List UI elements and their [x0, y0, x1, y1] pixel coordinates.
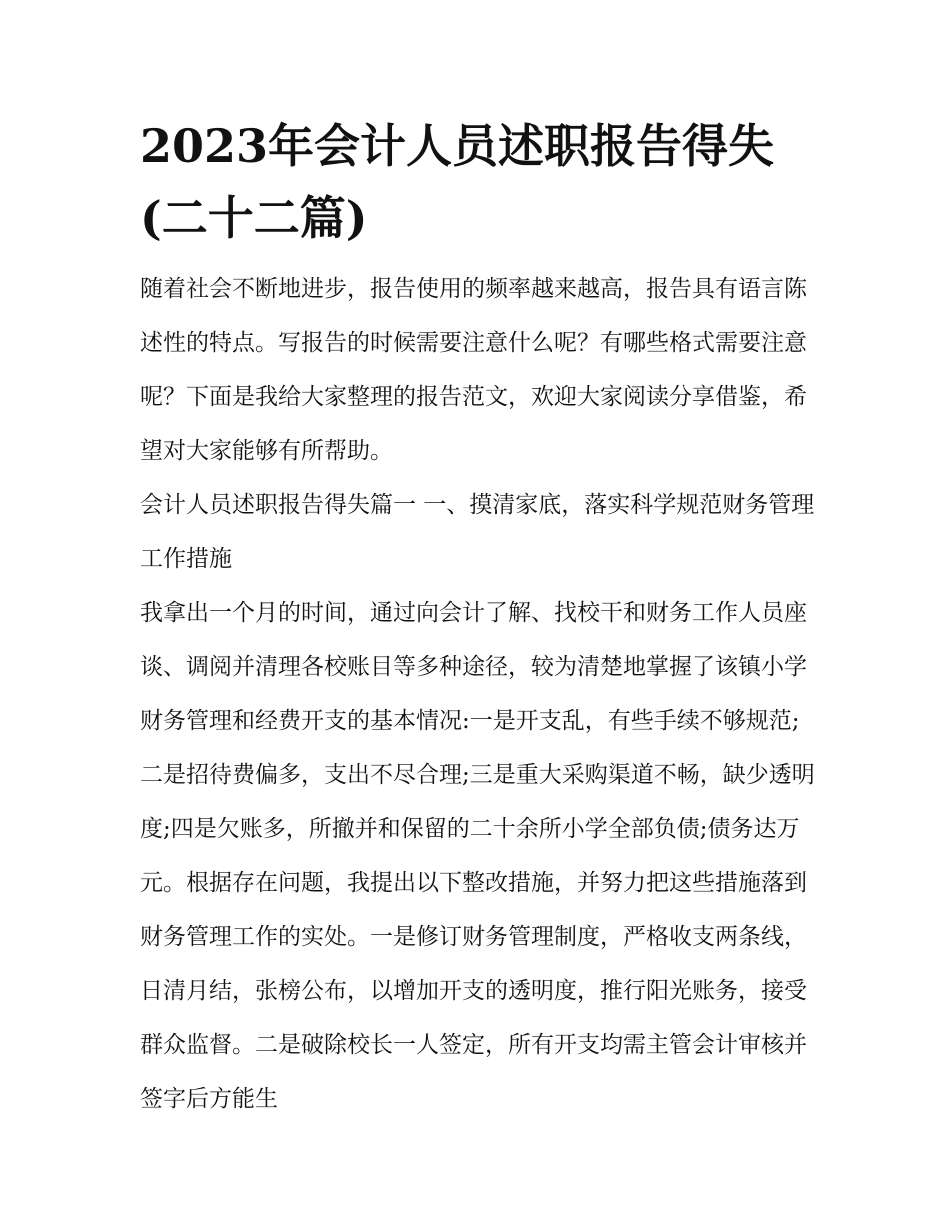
- section-heading-paragraph: 会计人员述职报告得失篇一 一、摸清家底，落实科学规范财务管理工作措施: [140, 492, 815, 572]
- document-page: [140, 110, 820, 1126]
- body-paragraph: 我拿出一个月的时间，通过向会计了解、找校干和财务工作人员座谈、调阅并清理各校账目等多种途径，较为清楚地掌握了该镇小学财务管理和经费开支的基本情况:一是开支乱，有些手续不够规范;二是招待费偏多，支出不尽合理;三是重大采购渠道不畅，缺少透明度;四是欠账多，所撤并和保留的二十余所小学全部负债;债务达万元。根据存在问题，我提出以下整改措施，并努力把这些措施落到财务管理工作的实处。一是修订财务管理制度，严格收支两条线，日清月结，张榜公布，以增加开支的透明度，推行阳光账务，接受群众监督。二是破除校长一人签定，所有开支均需主管会计审核并签字后方能生: [140, 600, 815, 1112]
- document-title: 2023年会计人员述职报告得失(二十二篇): [140, 119, 775, 245]
- intro-paragraph: 随着社会不断地进步，报告使用的频率越来越高，报告具有语言陈述性的特点。写报告的时候需要注意什么呢？有哪些格式需要注意呢？下面是我给大家整理的报告范文，欢迎大家阅读分享借鉴，希望对大家能够有所帮助。: [140, 276, 807, 464]
